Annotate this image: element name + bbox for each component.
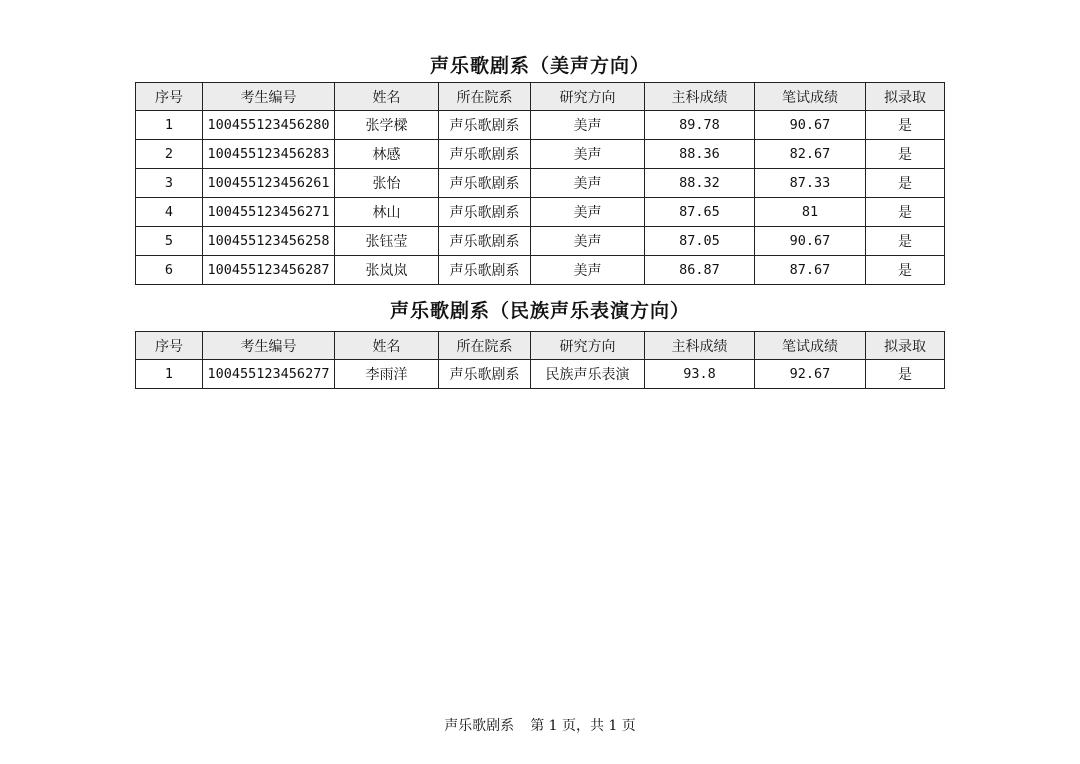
cell-index: 4: [136, 198, 203, 227]
cell-research-direction: 美声: [531, 140, 645, 169]
cell-admitted: 是: [866, 360, 945, 389]
cell-index: 1: [136, 360, 203, 389]
table-row: [136, 111, 945, 140]
header-candidate-id: 考生编号: [203, 332, 335, 360]
footer-department: 声乐歌剧系: [444, 718, 515, 734]
cell-index: 1: [136, 111, 203, 140]
cell-written-score: 90.67: [755, 227, 866, 256]
section-title-bel-canto: 声乐歌剧系（美声方向）: [429, 55, 650, 77]
cell-written-score: 82.67: [755, 140, 866, 169]
cell-index: 3: [136, 169, 203, 198]
header-department: 所在院系: [439, 83, 531, 111]
cell-index: 6: [136, 256, 203, 285]
table-row: [136, 227, 945, 256]
header-index: 序号: [136, 83, 203, 111]
cell-research-direction: 美声: [531, 198, 645, 227]
cell-major-score: 89.78: [645, 111, 755, 140]
cell-name: 张学樑: [335, 111, 439, 140]
table-row: [136, 198, 945, 227]
table-row: [136, 256, 945, 285]
cell-major-score: 87.05: [645, 227, 755, 256]
section-title-folk-vocal: 声乐歌剧系（民族声乐表演方向）: [389, 300, 690, 322]
cell-major-score: 87.65: [645, 198, 755, 227]
cell-name: 林感: [335, 140, 439, 169]
cell-index: 5: [136, 227, 203, 256]
cell-candidate-id: 100455123456277: [203, 360, 335, 389]
cell-written-score: 92.67: [755, 360, 866, 389]
cell-candidate-id: 100455123456280: [203, 111, 335, 140]
header-research-direction: 研究方向: [531, 83, 645, 111]
cell-admitted: 是: [866, 256, 945, 285]
header-written-score: 笔试成绩: [755, 83, 866, 111]
cell-admitted: 是: [866, 169, 945, 198]
cell-admitted: 是: [866, 111, 945, 140]
cell-name: 张岚岚: [335, 256, 439, 285]
cell-candidate-id: 100455123456261: [203, 169, 335, 198]
admission-table-bel-canto: [135, 82, 945, 285]
header-index: 序号: [136, 332, 203, 360]
cell-admitted: 是: [866, 227, 945, 256]
header-major-score: 主科成绩: [645, 83, 755, 111]
cell-department: 声乐歌剧系: [439, 169, 531, 198]
header-admitted: 拟录取: [866, 332, 945, 360]
cell-admitted: 是: [866, 140, 945, 169]
cell-research-direction: 美声: [531, 227, 645, 256]
cell-written-score: 90.67: [755, 111, 866, 140]
cell-name: 张钰莹: [335, 227, 439, 256]
cell-name: 李雨洋: [335, 360, 439, 389]
cell-candidate-id: 100455123456271: [203, 198, 335, 227]
footer-page-info: 第 1 页，共 1 页: [530, 718, 636, 734]
cell-department: 声乐歌剧系: [439, 256, 531, 285]
table-header-row: [136, 332, 945, 360]
cell-research-direction: 美声: [531, 169, 645, 198]
cell-written-score: 87.67: [755, 256, 866, 285]
header-department: 所在院系: [439, 332, 531, 360]
table-row: [136, 169, 945, 198]
cell-research-direction: 美声: [531, 111, 645, 140]
cell-research-direction: 民族声乐表演: [531, 360, 645, 389]
cell-major-score: 88.36: [645, 140, 755, 169]
header-research-direction: 研究方向: [531, 332, 645, 360]
header-major-score: 主科成绩: [645, 332, 755, 360]
table-header-row: [136, 83, 945, 111]
header-candidate-id: 考生编号: [203, 83, 335, 111]
admission-table-folk-vocal: [135, 331, 945, 389]
cell-major-score: 93.8: [645, 360, 755, 389]
table-row: [136, 360, 945, 389]
cell-research-direction: 美声: [531, 256, 645, 285]
cell-index: 2: [136, 140, 203, 169]
cell-department: 声乐歌剧系: [439, 111, 531, 140]
cell-name: 张怡: [335, 169, 439, 198]
cell-admitted: 是: [866, 198, 945, 227]
cell-department: 声乐歌剧系: [439, 140, 531, 169]
cell-candidate-id: 100455123456258: [203, 227, 335, 256]
cell-department: 声乐歌剧系: [439, 227, 531, 256]
cell-department: 声乐歌剧系: [439, 198, 531, 227]
header-name: 姓名: [335, 332, 439, 360]
header-name: 姓名: [335, 83, 439, 111]
cell-major-score: 86.87: [645, 256, 755, 285]
table-row: [136, 140, 945, 169]
cell-candidate-id: 100455123456283: [203, 140, 335, 169]
cell-major-score: 88.32: [645, 169, 755, 198]
header-written-score: 笔试成绩: [755, 332, 866, 360]
cell-candidate-id: 100455123456287: [203, 256, 335, 285]
header-admitted: 拟录取: [866, 83, 945, 111]
page-footer: [0, 715, 1080, 735]
cell-written-score: 81: [755, 198, 866, 227]
cell-department: 声乐歌剧系: [439, 360, 531, 389]
cell-written-score: 87.33: [755, 169, 866, 198]
cell-name: 林山: [335, 198, 439, 227]
